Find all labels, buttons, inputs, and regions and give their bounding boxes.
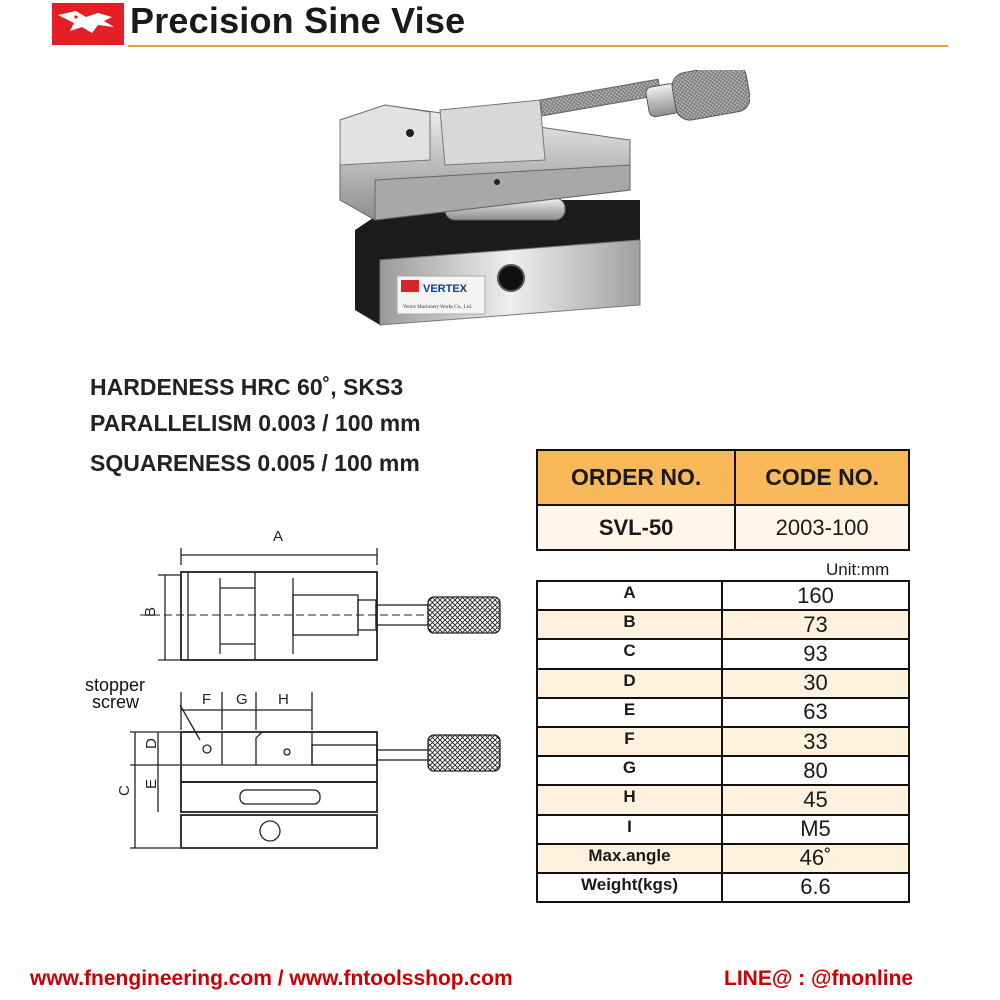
order-no-value: SVL-50 [537,505,735,550]
drawing-label-c: C [116,785,133,796]
drawing-label-b: B [142,606,159,617]
order-table [536,449,910,551]
dim-row-max-angle [537,844,909,873]
drawing-label-e: E [143,778,160,789]
stopper-label-line1: stopper [85,675,146,695]
dim-row-c [537,639,909,668]
code-no-header: CODE NO. [735,450,909,505]
unit-label: Unit:mm [826,560,890,579]
dim-value: 80 [722,756,909,785]
technical-drawing [80,520,510,860]
dim-value: 93 [722,639,909,668]
dim-value: 63 [722,698,909,727]
drawing-label-h: H [278,691,289,708]
drawing-label-a: A [273,528,284,545]
dim-key: G [537,756,722,785]
dim-row-d [537,669,909,698]
spec-parallelism: PARALLELISM 0.003 / 100 mm [90,410,421,436]
dimensions-table [536,580,910,903]
dim-row-e [537,698,909,727]
dim-value: M5 [722,815,909,844]
dim-key: D [537,669,722,698]
dim-key: C [537,639,722,668]
product-photo [335,70,750,335]
dim-value: 30 [722,669,909,698]
dim-key: B [537,610,722,639]
stopper-label-line2: screw [92,692,140,712]
dim-value: 73 [722,610,909,639]
brand-logo [52,3,124,45]
badge-brand: VERTEX [423,283,468,295]
order-no-header: ORDER NO. [537,450,735,505]
footer-websites[interactable]: www.fnengineering.com / www.fntoolsshop.com [30,967,513,990]
badge-subtitle: Vertex Machinery Works Co., Ltd. [403,305,473,310]
order-table-header [537,450,909,505]
dim-row-f [537,727,909,756]
badge-icon [401,280,419,292]
page-title: Precision Sine Vise [130,0,466,41]
dim-key: A [537,581,722,610]
dim-key: Max.angle [537,844,722,873]
dim-row-i [537,815,909,844]
dim-value: 45 [722,785,909,814]
dim-value: 33 [722,727,909,756]
order-table-row [537,505,909,550]
dim-row-a [537,581,909,610]
dim-key: I [537,815,722,844]
dim-key: F [537,727,722,756]
dim-value: 160 [722,581,909,610]
dim-value: 46˚ [722,844,909,873]
dim-row-h [537,785,909,814]
dim-key: E [537,698,722,727]
footer-line-id[interactable]: LINE@ : @fnonline [724,967,914,990]
title-underline [128,45,948,47]
drawing-label-d: D [143,738,160,749]
dim-row-g [537,756,909,785]
dim-key: H [537,785,722,814]
dim-row-b [537,610,909,639]
drawing-label-f: F [202,691,212,708]
drawing-label-g: G [236,691,248,708]
spec-squareness: SQUARENESS 0.005 / 100 mm [90,450,420,476]
code-no-value: 2003-100 [735,505,909,550]
dim-value: 6.6 [722,873,909,902]
spec-hardness: HARDENESS HRC 60˚, SKS3 [90,374,404,400]
dim-key: Weight(kgs) [537,873,722,902]
dim-row-weight [537,873,909,902]
